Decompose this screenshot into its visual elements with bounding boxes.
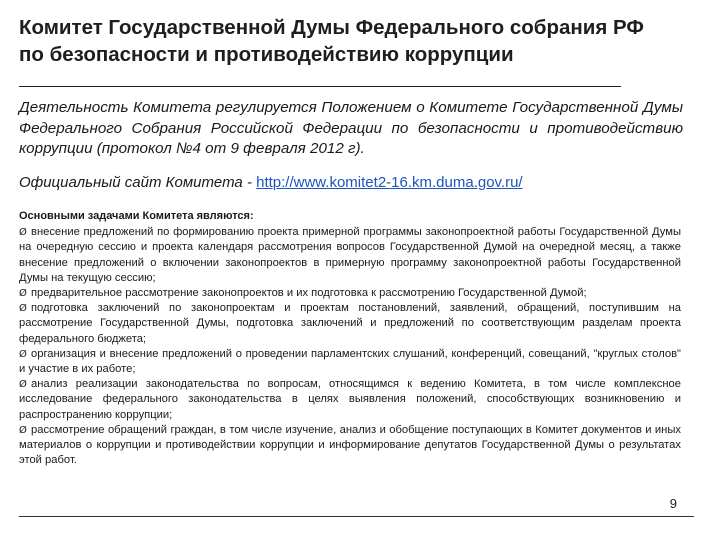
official-site-label: Официальный сайт Комитета - [19,174,257,191]
task-item [19,347,681,377]
official-site-link[interactable]: http://www.komitet2-16.km.duma.gov.ru/ [256,174,523,191]
task-item [19,286,681,301]
task-item-text: анализ реализации законодательства по вопросам, относящимся к ведению Комитета, в том числе комплексное исследование федерального законодательства в целях выявления положений, способствующих возникновению и распространению коррупции; [19,378,681,421]
title-line-1: Комитет Государственной Думы Федерального собрания РФ [19,16,644,39]
arrow-bullet-icon: Ø [19,348,27,360]
tasks-heading: Основными задачами Комитета являются: [19,210,254,222]
arrow-bullet-icon: Ø [19,227,27,239]
intro-paragraph: Деятельность Комитета регулируется Положением о Комитете Государственной Думы Федерального Собрания Российской Федерации по безопасности и противодействию коррупции (протокол №4 от 9 февраля 2012 г). [19,99,683,157]
arrow-bullet-icon: Ø [19,379,27,391]
page-number: 9 [669,496,677,511]
footer-divider [19,516,694,517]
title-divider [19,86,621,87]
task-item [19,225,681,286]
task-item-text: организация и внесение предложений о проведении парламентских слушаний, конференций, совещаний, "круглых столов" и участие в их работе; [19,347,681,376]
arrow-bullet-icon: Ø [19,303,27,315]
task-item-text: внесение предложений по формированию проекта примерной программы законопроектной работы Государственной Думы на очередную сессию и проекта календаря рассмотрения вопросов Государственной Думой на очередной месяц, а также внесение предложений о включении законопроектов в примерную программу законопроектной работы Государственной Думы на текущую сессию; [19,226,681,284]
tasks-section [19,209,681,468]
arrow-bullet-icon: Ø [19,288,27,300]
task-item-text: рассмотрение обращений граждан, в том числе изучение, анализ и обобщение поступающих в Комитет документов и иных материалов о коррупции и противодействии коррупции и информирование депутатов Государственной Думы о результатах этой работ. [19,423,681,467]
task-item [19,423,681,469]
title-line-2: по безопасности и противодействию коррупции [19,43,514,66]
official-site-line [19,173,699,193]
task-item [19,377,681,423]
page-title [19,14,699,68]
task-item-text: предварительное рассмотрение законопроектов и их подготовка к рассмотрению Государственной Думой; [31,287,587,300]
task-item-text: подготовка заключений по законопроектам и проектам постановлений, заявлений, обращений, поступившим на рассмотрение Государственной Думы, подготовка заключений и предложений по соответствующим разделам проекта федерального бюджета; [19,302,681,345]
task-item [19,301,681,347]
arrow-bullet-icon: Ø [19,424,27,436]
